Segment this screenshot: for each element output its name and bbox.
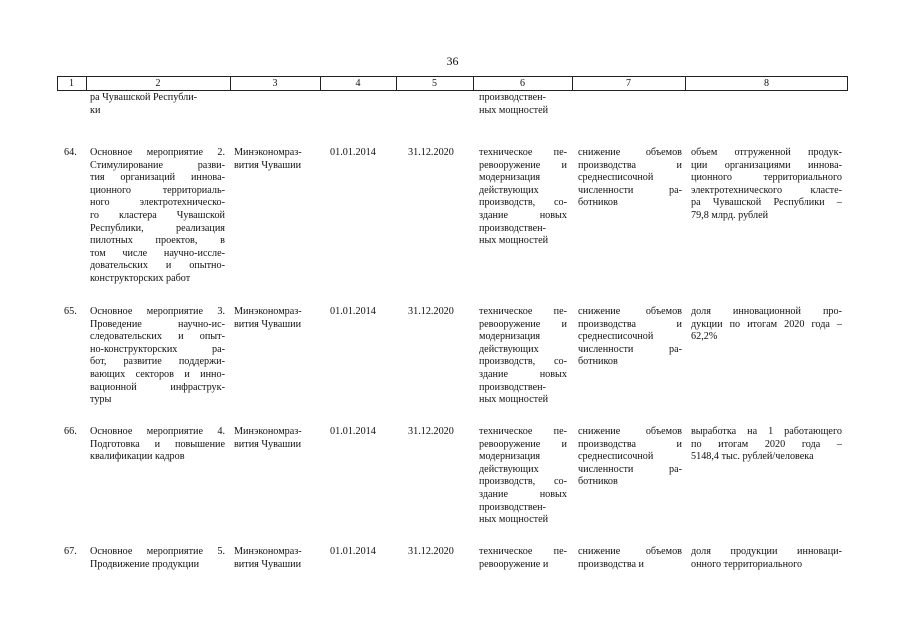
text-line: Минэкономраз- (234, 306, 302, 317)
cell-start: 01.01.2014 (330, 147, 376, 158)
text-line: довательских и опытно- (90, 260, 225, 272)
text-line: выработка на 1 работающего (691, 426, 842, 437)
text-line: производств, со- (479, 197, 567, 209)
cell-executor (234, 306, 318, 331)
text-line: техническое пе- (479, 306, 567, 317)
text-line: снижение объемов (578, 306, 682, 317)
cell-consequence (578, 426, 682, 489)
cell-num: 67. (64, 546, 77, 557)
page-number: 36 (446, 54, 459, 68)
text-line: конструкторских работ (90, 272, 191, 284)
cell-end: 31.12.2020 (408, 147, 454, 158)
header-cell-7: 7 (626, 78, 631, 89)
cell-indicator (691, 147, 842, 223)
text-line: ревооружение и (479, 318, 567, 330)
text-line: здание новых (479, 209, 567, 221)
text-line: производствен- (479, 92, 546, 103)
cell-indicator (691, 546, 842, 571)
cell-start: 01.01.2014 (330, 546, 376, 557)
text-line: производства и (578, 318, 682, 330)
header-cell-3: 3 (272, 78, 278, 89)
text-line: действующих (479, 463, 539, 475)
header-cell-4: 4 (355, 78, 361, 89)
cell-measure (90, 147, 225, 286)
text-line: вития Чувашии (234, 438, 302, 450)
header-cell-5: 5 (432, 78, 437, 89)
text-line: среднесписочной (578, 331, 654, 343)
text-line: Основное мероприятие 3. (90, 306, 225, 317)
cell-executor (234, 426, 318, 451)
text-line: снижение объемов (578, 147, 682, 158)
text-line: Минэкономраз- (234, 426, 302, 437)
text-line: доля инновационной про- (691, 306, 842, 317)
text-line: Минэкономраз- (234, 147, 302, 158)
cell-start: 01.01.2014 (330, 426, 376, 437)
text-line: вационной инфраструк- (90, 381, 225, 393)
text-line: Проведение научно-ис- (90, 318, 225, 330)
continuation-measure (90, 92, 226, 117)
text-line: Основное мероприятие 2. (90, 147, 225, 158)
cell-end: 31.12.2020 (408, 546, 454, 557)
text-line: ботников (578, 476, 618, 488)
text-line: производств, со- (479, 356, 567, 368)
cell-measure (90, 426, 225, 464)
text-line: численности ра- (578, 463, 682, 475)
text-line: действующих (479, 343, 539, 355)
cell-effect (479, 426, 567, 527)
text-line: техническое пе- (479, 546, 567, 557)
text-line: модернизация (479, 172, 541, 184)
cell-measure (90, 306, 225, 407)
text-line: ного электротехническо- (90, 197, 225, 209)
text-line: модернизация (479, 451, 541, 463)
cell-num: 65. (64, 306, 77, 317)
cell-effect (479, 546, 567, 571)
text-line: вития Чувашии (234, 558, 302, 570)
text-line: объем отгруженной продук- (691, 147, 842, 158)
text-line: вития Чувашии (234, 318, 302, 330)
text-line: ционного территориального (691, 172, 842, 184)
text-line: 5148,4 тыс. рублей/человека (691, 451, 814, 463)
text-line: производствен- (479, 222, 546, 234)
cell-consequence (578, 306, 682, 369)
header-cell-1: 1 (69, 78, 74, 89)
text-line: 62,2% (691, 331, 718, 343)
header-bottom-rule (57, 90, 848, 91)
text-line: Стимулирование разви- (90, 159, 225, 171)
text-line: бот, развитие поддержи- (90, 356, 225, 368)
text-line: ботников (578, 197, 618, 209)
text-line: производства и (578, 558, 645, 570)
cell-end: 31.12.2020 (408, 426, 454, 437)
text-line: численности ра- (578, 343, 682, 355)
text-line: по итогам 2020 года – (691, 438, 842, 450)
text-line: ревооружение и (479, 438, 567, 450)
cell-num: 64. (64, 147, 77, 158)
cell-consequence (578, 147, 682, 210)
text-line: Минэкономраз- (234, 546, 302, 557)
text-line: ра Чувашской Республи- (90, 92, 198, 103)
header-cell-6: 6 (520, 78, 525, 89)
text-line: тия организаций иннова- (90, 172, 225, 184)
cell-num: 66. (64, 426, 77, 437)
text-line: 79,8 млрд. рублей (691, 209, 769, 221)
text-line: техническое пе- (479, 147, 567, 158)
text-line: Республики, реализация (90, 222, 225, 234)
text-line: производствен- (479, 381, 546, 393)
text-line: ревооружение и (479, 159, 567, 171)
text-line: Продвижение продукции (90, 558, 200, 570)
cell-executor (234, 546, 318, 571)
text-line: модернизация (479, 331, 541, 343)
text-line: Основное мероприятие 4. (90, 426, 225, 437)
text-line: следовательских и опыт- (90, 331, 225, 343)
text-line: производствен- (479, 501, 546, 513)
continuation-effect (479, 92, 567, 117)
text-line: вающих секторов и инно- (90, 368, 225, 380)
text-line: ных мощностей (479, 394, 549, 406)
cell-effect (479, 147, 567, 248)
text-line: действующих (479, 184, 539, 196)
text-line: техническое пе- (479, 426, 567, 437)
text-line: дукции по итогам 2020 года – (691, 318, 842, 330)
text-line: го кластера Чувашской (90, 209, 225, 221)
text-line: доля продукции инноваци- (691, 546, 842, 557)
text-line: ботников (578, 356, 618, 368)
table-top-rule (57, 76, 848, 77)
text-line: ции организациями иннова- (691, 159, 842, 171)
text-line: снижение объемов (578, 546, 682, 557)
cell-indicator (691, 426, 842, 464)
text-line: ционного территориаль- (90, 184, 225, 196)
text-line: ра Чувашской Республики – (691, 197, 842, 209)
text-line: Подготовка и повышение (90, 438, 225, 450)
text-line: том числе научно-иссле- (90, 247, 225, 259)
text-line: здание новых (479, 368, 567, 380)
cell-consequence (578, 546, 682, 571)
text-line: производств, со- (479, 476, 567, 488)
text-line: вития Чувашии (234, 159, 302, 171)
text-line: ки (90, 104, 101, 116)
cell-effect (479, 306, 567, 407)
text-line: производства и (578, 159, 682, 171)
text-line: онного территориального (691, 558, 803, 570)
cell-end: 31.12.2020 (408, 306, 454, 317)
cell-executor (234, 147, 318, 172)
header-cell-2: 2 (155, 78, 161, 89)
text-line: численности ра- (578, 184, 682, 196)
text-line: ревооружение и (479, 558, 549, 570)
text-line: снижение объемов (578, 426, 682, 437)
text-line: среднесписочной (578, 172, 654, 184)
text-line: ных мощностей (479, 514, 549, 526)
text-line: но-конструкторских ра- (90, 343, 225, 355)
cell-indicator (691, 306, 842, 344)
text-line: среднесписочной (578, 451, 654, 463)
text-line: ных мощностей (479, 235, 549, 247)
text-line: электротехнического класте- (691, 184, 842, 196)
cell-start: 01.01.2014 (330, 306, 376, 317)
text-line: ных мощностей (479, 104, 549, 116)
header-cell-8: 8 (764, 78, 769, 89)
text-line: производства и (578, 438, 682, 450)
text-line: квалификации кадров (90, 451, 185, 463)
text-line: Основное мероприятие 5. (90, 546, 225, 557)
text-line: туры (90, 394, 112, 406)
text-line: здание новых (479, 488, 567, 500)
cell-measure (90, 546, 225, 571)
text-line: пилотных проектов, в (90, 235, 225, 247)
